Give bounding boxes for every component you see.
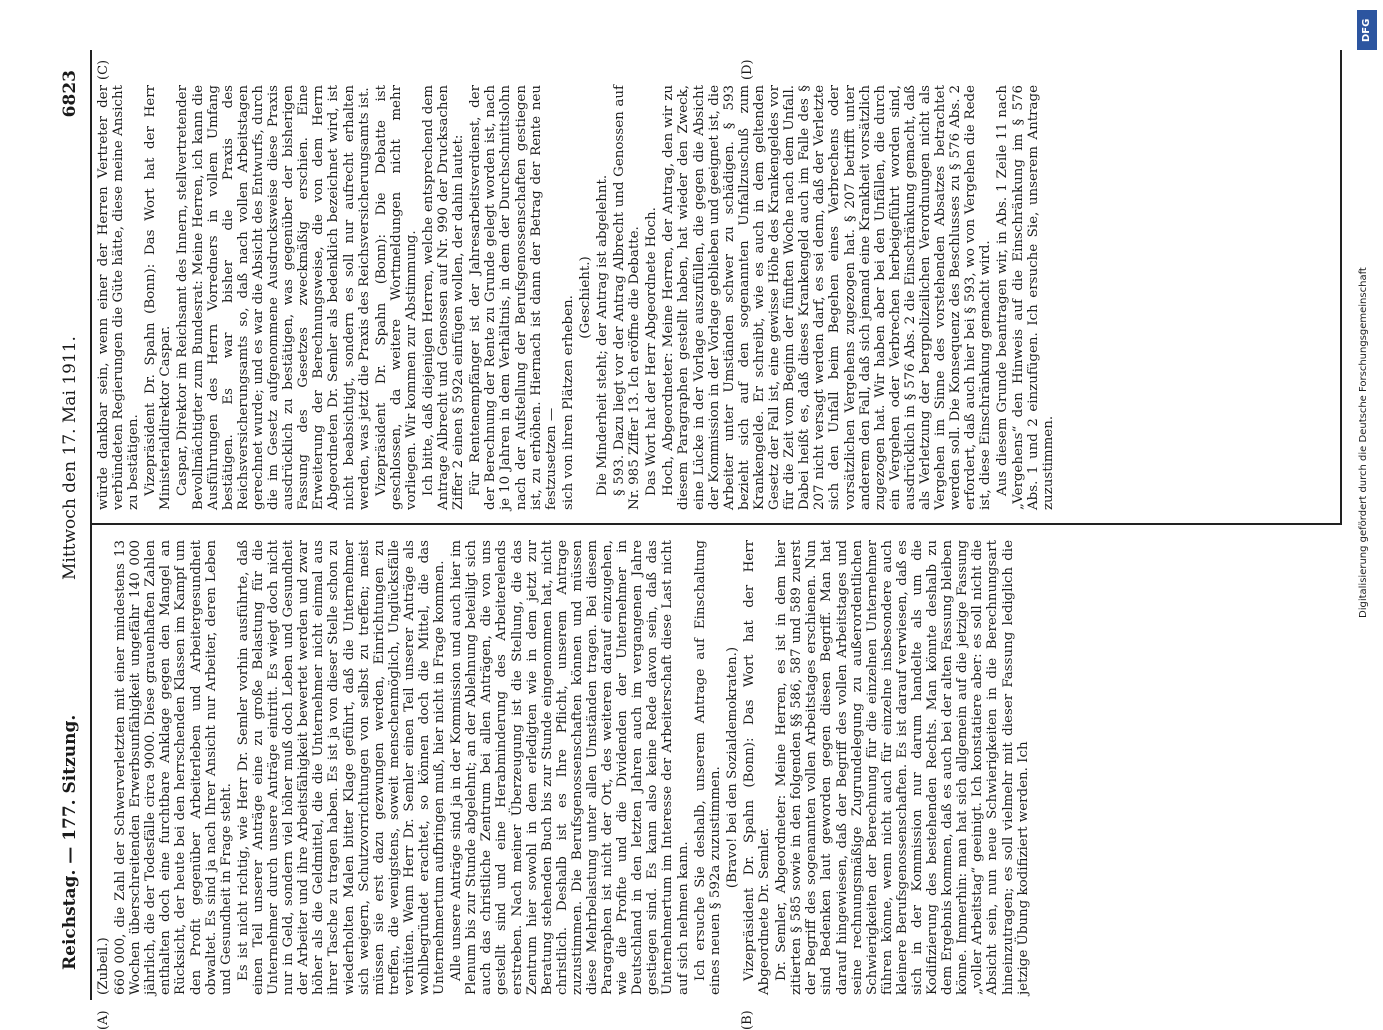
page-header — [50, 50, 90, 1000]
paragraph: Für Rentenempfänger ist der Jahresarbeitsverdienst, der der Berechnung der Rente zu Grunde gelegt worden ist, nach je 10 Jahren in dem Verhältnis, in dem der Durchschnittslohn nach der Aufstellung der Berufsgenossenschaften gestiegen ist, zu erhöhen. Hiernach ist dann der Betrag der Rente neu festzusetzen — — [468, 85, 559, 510]
paragraph: sich von ihren Plätzen erheben. — [560, 295, 576, 510]
page-number: 6823 — [60, 70, 80, 118]
paragraph: Es ist nicht richtig, wie Herr Dr. Semler vorhin ausführte, daß einen Teil unserer Anträge eine zu große Belastung für die Unternehmer durch unsere Anträge eintritt. Es wiegt doch nicht nur in Geld, sondern viel höher muß doch Leben und Gesundheit der Arbeiter und ihre Arbeitsfähigkeit bewertet werden und zwar höher als die Geldmittel, die die Unternehmer nicht einmal aus ihrer Tasche zu tragen haben. Es ist ja von dieser Stelle schon zu wiederholten Malen bitter Klage geführt, daß die Unternehmer sich weigern, Schutzvorrichtungen von selbst zu treffen; meist müssen sie erst dazu gezwungen werden, Einrichtungen zu treffen, die wenigstens, soweit menschenmöglich, Unglücksfälle verhüten. Wenn Herr Dr. Semler einen Teil unserer Anträge als wohlbegründet erachtet, so können doch die Mittel, die das Unternehmertum aufbringen muß, hier nicht in Frage kommen. — [235, 540, 448, 995]
header-center-date: Mittwoch den 17. Mai 1911. — [60, 336, 80, 580]
bottom-rule — [1340, 50, 1342, 525]
paragraph: würde dankbar sein, wenn einer der Herren Vertreter der verbündeten Regierungen die Güte hätte, diese meine Ansicht zu bestätigen. — [96, 85, 142, 510]
paragraph: Vizepräsident Dr. Spahn (Bonn): Die Debatte ist geschlossen, da weitere Wortmeldungen nicht mehr vorliegen. Wir kommen zur Abstimmung. — [373, 85, 419, 510]
paragraph: Die Minderheit steht; der Antrag ist abgelehnt. — [595, 174, 610, 496]
paragraph: Ich ersuche Sie deshalb, unserem Antrage auf Einschaltung eines neuen § 592a zuzustimmen. — [692, 540, 723, 995]
digitization-note: Digitalisierung gefördert durch die Deutsche Forschungsgemeinschaft — [1358, 267, 1369, 618]
paragraph: Vizepräsident Dr. Spahn (Bonn): Das Wort hat der Herr Ministerialdirektor Caspar. — [143, 85, 174, 510]
margin-letter-a: (A) — [96, 1010, 111, 1030]
dfg-logo: DFG — [1357, 10, 1377, 50]
paragraph: Das Wort hat der Herr Abgeordnete Hoch. — [644, 207, 660, 496]
side-strip — [1354, 6, 1380, 996]
text-column-left — [96, 540, 1033, 995]
header-left: Reichstag. — 177. Sitzung. — [60, 714, 80, 970]
paragraph: § 593. Dazu liegt vor der Antrag Albrecht und Genossen auf Nr. 985 Ziffer 13. Ich eröffne die Debatte. — [612, 85, 643, 510]
paragraph: Vizepräsident Dr. Spahn (Bonn): Das Wort hat der Herr Abgeordnete Dr. Semler. — [741, 540, 773, 995]
margin-letter-c: (C) — [96, 59, 111, 80]
paragraph: (Bravo! bei den Sozialdemokraten.) — [724, 646, 740, 889]
header-rule — [90, 50, 92, 1000]
paragraph: (Zubeil.) — [96, 937, 111, 995]
text-column-right — [96, 85, 1058, 510]
paragraph: Ich bitte, daß diejenigen Herren, welche entsprechend dem Antrage Albrecht und Genossen auf Nr. 990 der Drucksachen Ziffer 2 einen § 592a einfügen wollen, der dahin lautet: — [420, 85, 467, 510]
margin-letter-b: (B) — [740, 1010, 755, 1030]
paragraph: Alle unsere Anträge sind ja in der Kommission und auch hier im Plenum bis zur Stunde abgelehnt; an der Ablehnung beteiligt sich auch das christliche Zentrum bei allen Anträgen, die von uns gestellt sind und eine Herabminderung des Arbeiterelends erstreben. Nach meiner Überzeugung ist die Stellung, die das Zentrum hier sowohl in dem erledigten wie in dem jetzt zur Beratung stehenden Buch bis zur Stunde eingenommen hat, nicht christlich. Deshalb ist es Ihre Pflicht, unserem Antrage zuzustimmen. Die Berufsgenossenschaften können und müssen diese Mehrbelastung unter allen Umständen tragen. Bei diesem Paragraphen ist nicht der Ort, des weiteren darauf einzugehen, wie die Profite und die Dividenden der Unternehmer in Deutschland in den letzten Jahren auch im vergangenen Jahre gestiegen sind. Es kann also keine Rede davon sein, daß das Unternehmertum im Interesse der Arbeiterschaft diese Last nicht auf sich nehmen kann. — [449, 540, 691, 995]
paragraph: Caspar, Direktor im Reichsamt des Innern, stellvertretender Bevollmächtigter zum Bundesrat: Meine Herren, ich kann die Ausführungen des Herrn Vorredners in vollem Umfang bestätigen. Es war bisher die Praxis des Reichsversicherungsamts so, daß nach vollen Arbeitstagen gerechnet wurde; und es war die Absicht des Entwurfs, durch die im Gesetz aufgenommene Ausdrucksweise diese Praxis ausdrücklich zu bestätigen, was gegenüber der bisherigen Fassung des Gesetzes zweckmäßig erschien. Eine Erweiterung der Berechnungsweise, die von dem Herrn Abgeordneten Dr. Semler als bedenklich bezeichnet wird, ist nicht beabsichtigt, sondern es soll nur aufrecht erhalten werden, was jetzt die Praxis des Reichsversicherungsamts ist. — [175, 85, 372, 510]
paragraph: Hoch, Abgeordneter: Meine Herren, der Antrag, den wir zu diesem Paragraphen gestellt haben, hat wieder den Zweck, eine Lücke in der Vorlage auszufüllen, die gegen die Absicht der Kommission in der Vorlage geblieben und geeignet ist, die Arbeiter unter Umständen schwer zu schädigen. § 593 bezieht sich auf den sogenannten Unfallzuschuß zum Krankengelde. Er schreibt, wie es auch in dem geltenden Gesetz der Fall ist, eine gewisse Höhe des Krankengeldes vor für die Zeit vom Beginn der fünften Woche nach dem Unfall. Dabei heißt es, daß dieses Krankengeld auch im Falle des § 207 nicht versagt werden darf, es sei denn, daß der Verletzte sich den Unfall beim Begehen eines Verbrechens oder vorsätzlichen Vergehens zugezogen hat. § 207 betrifft unter anderem den Fall, daß sich jemand eine Krankheit vorsätzlich zugezogen hat. Wir haben aber bei den Unfällen, die durch ein Vergehen oder Verbrechen herbeigeführt worden sind, ausdrücklich in § 576 Abs. 2 die Einschränkung gemacht, daß als Verletzung der bergpolizeilichen Verordnungen nicht als Vergehen im Sinne des vorstehenden Absatzes betrachtet werden soll. Die Konsequenz des Beschlusses zu § 576 Abs. 2 erfordert, daß auch hier bei § 593, wo von Vergehen die Rede ist, diese Einschränkung gemacht wird. — [661, 85, 994, 510]
column-divider — [90, 524, 1340, 526]
paragraph: 660 000, die Zahl der Schwerverletzten mit einer mindestens 13 Wochen überschreitenden Erwerbsunfähigkeit ungefähr 140 000 jährlich, die der Todesfälle circa 9000. Diese grauenhaften Zahlen enthalten doch eine furchtbare Anklage gegen den Mangel an Rücksicht, der heute bei den herrschenden Klassen im Kampf um den Profit gegenüber Arbeiterleben und Arbeitergesundheit obwaltet. Es sind ja nach Ihrer Ansicht nur Arbeiter, deren Leben und Gesundheit in Frage steht. — [113, 540, 234, 995]
paragraph: Aus diesem Grunde beantragen wir, in Abs. 1 Zeile 11 nach „Vergehens“ den Hinweis auf die Einschränkung im § 576 Abs. 1 und 2 einzufügen. Ich ersuche Sie, unserem Antrage zuzustimmen. — [995, 85, 1056, 510]
paragraph: (Geschieht.) — [577, 256, 593, 339]
rotated-page-content — [50, 50, 1350, 1030]
paragraph: Dr. Semler, Abgeordneter: Meine Herren, es ist in dem hier zitierten § 585 sowie in den folgenden §§ 586, 587 und 589 zuerst der Begriff des sogenannten vollen Arbeitstages erschienen. Nun sind Bedenken laut geworden gegen diesen Begriff. Man hat darauf hingewiesen, daß der Begriff des vollen Arbeitstages und seine rechnungsmäßige Zugrundelegung zu außerordentlichen Schwierigkeiten der Berechnung für die einzelnen Unternehmer führen könne, wenn nicht auch für einzelne insbesondere auch kleinere Berufsgenossenschaften. Es ist darauf verwiesen, daß es sich in der Kommission nur darum handelte als um die Kodifizierung des bestehenden Rechts. Man könnte deshalb zu dem Ergebnis kommen, daß es auch bei der alten Fassung bleiben könne. Immerhin: man hat sich allgemein auf die jetzige Fassung „voller Arbeitstag“ geeinigt. Ich konstatiere aber: es soll nicht die Absicht sein, nun neue Schwierigkeiten in die Berechnungsart hineinzutragen; es soll vielmehr mit dieser Fassung lediglich die jetzige Übung kodifiziert werden. Ich — [774, 540, 1031, 995]
margin-letter-d: (D) — [740, 59, 755, 80]
